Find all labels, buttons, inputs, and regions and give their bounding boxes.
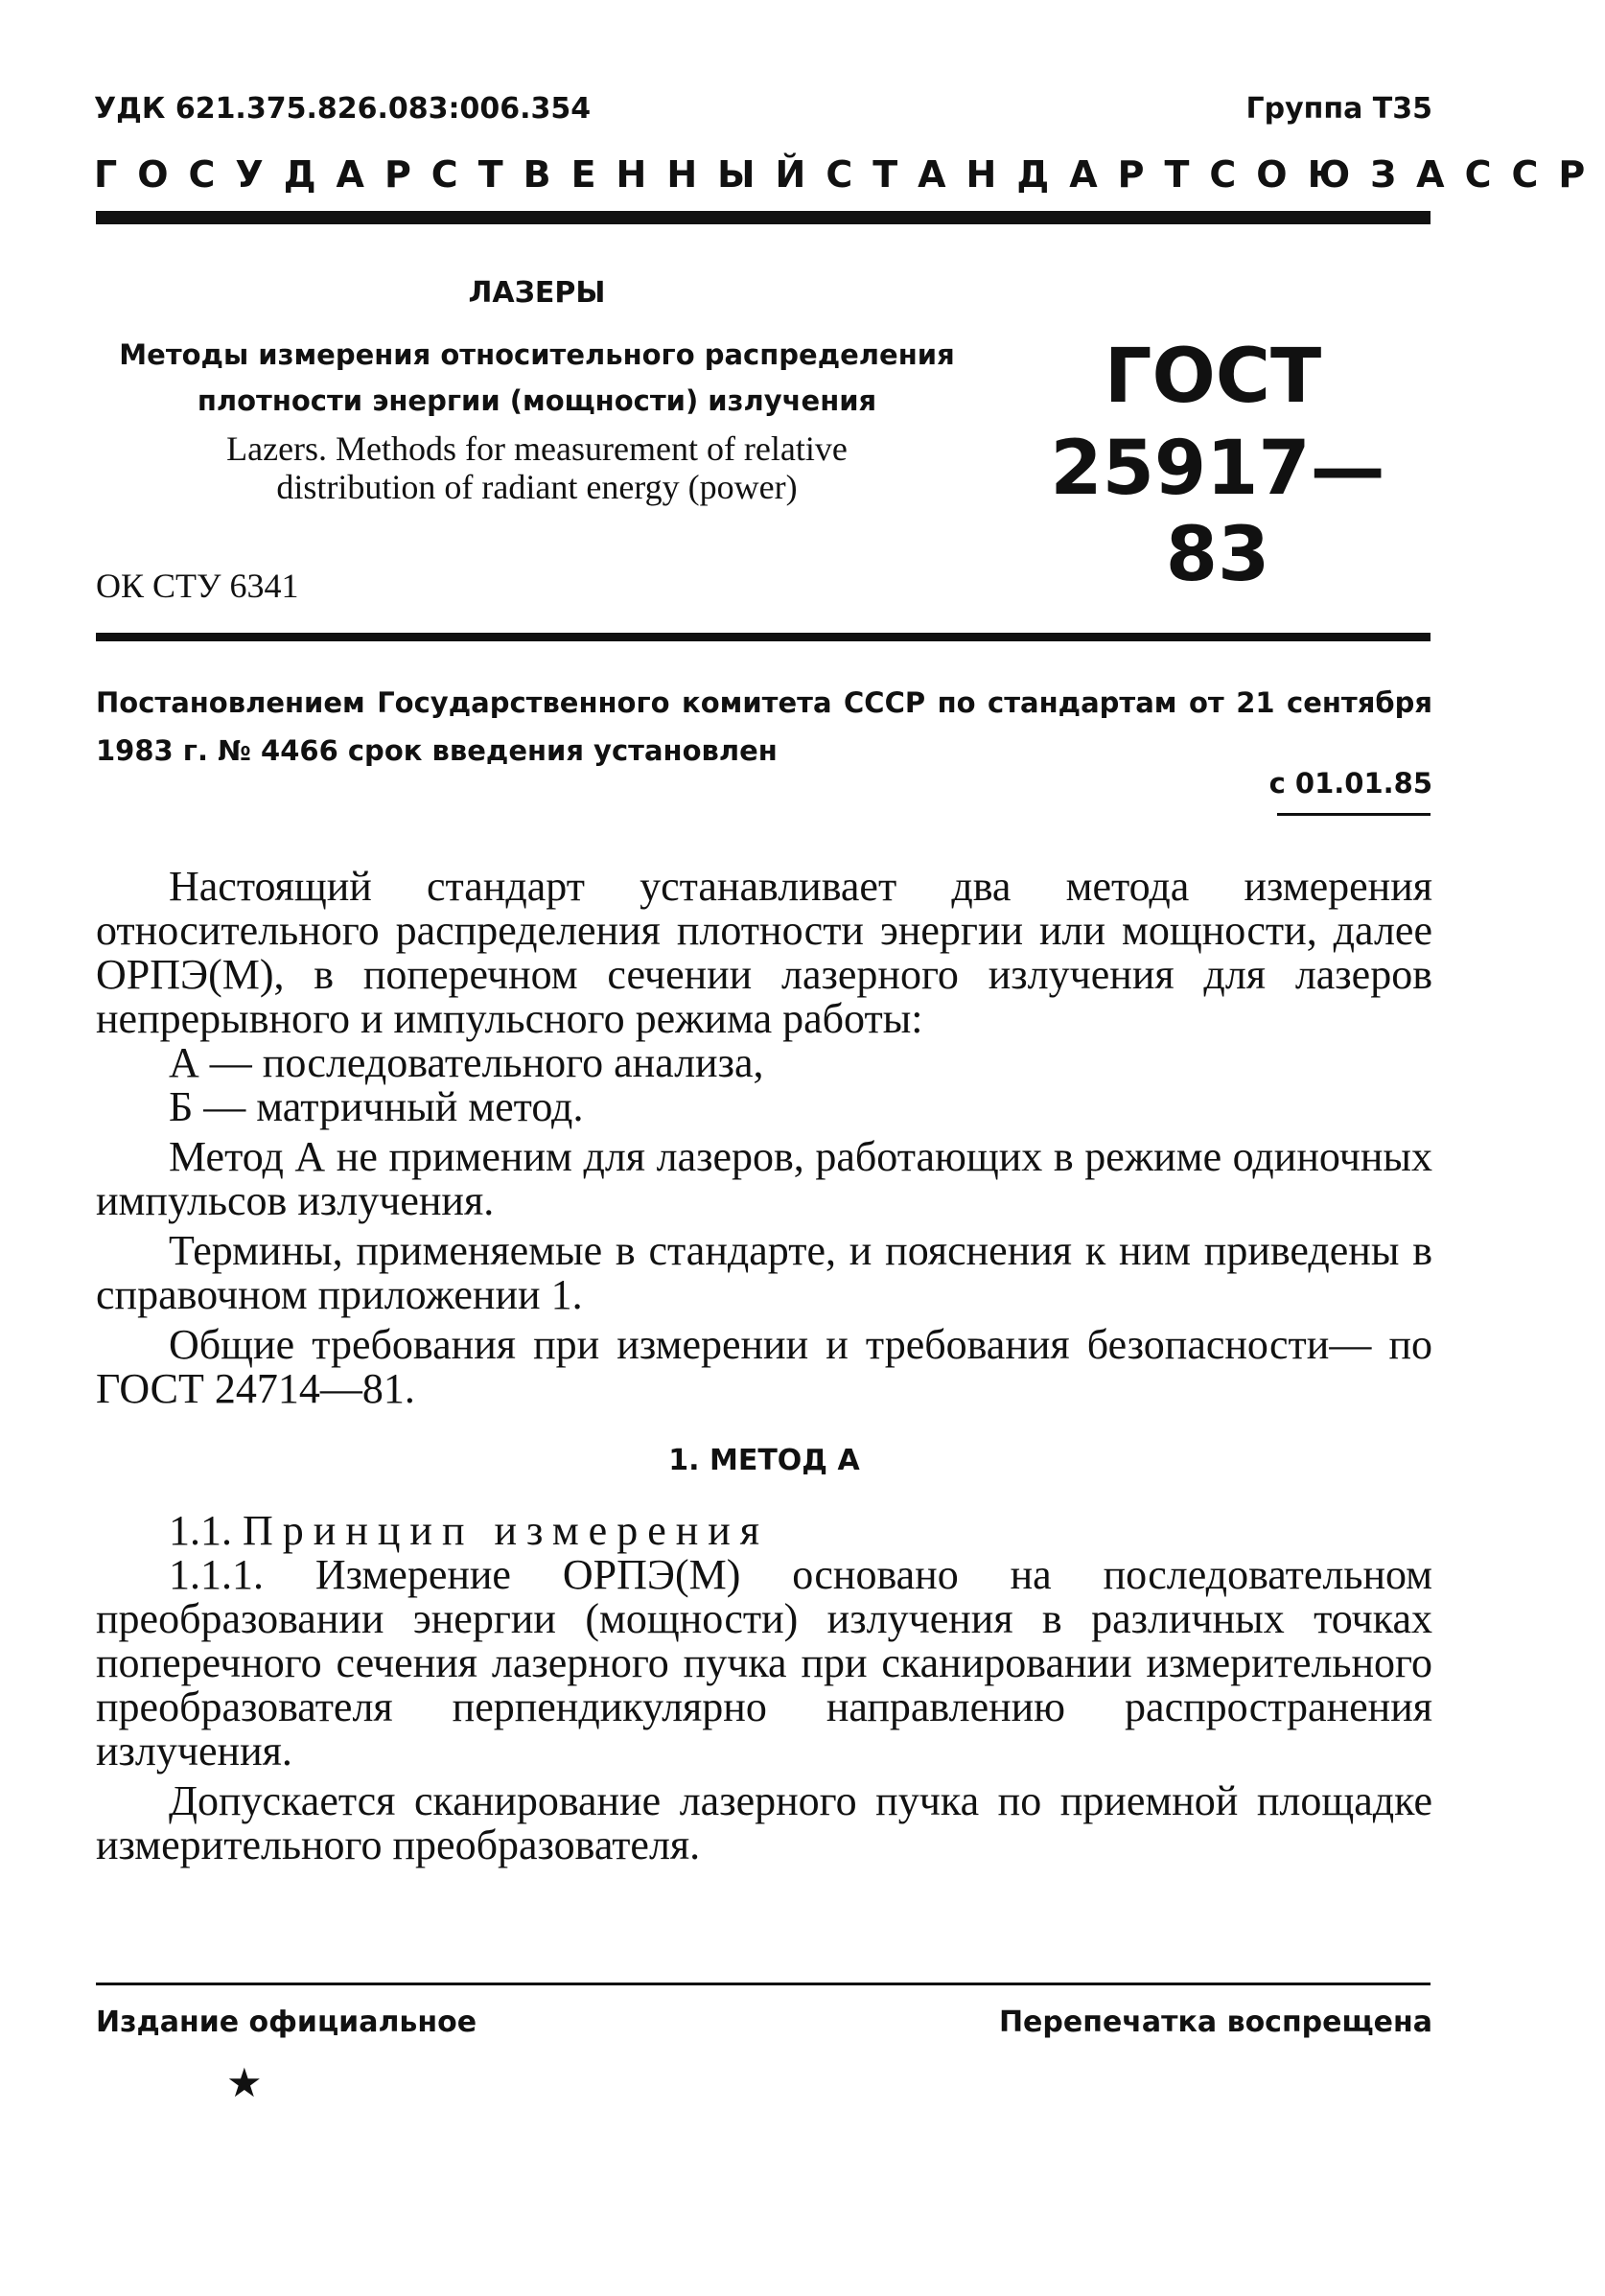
- section-heading: 1. МЕТОД А: [668, 1444, 860, 1477]
- decree-text: Постановлением Государственного комитета СССР по стандартам от 21 сентября 1983 г. № 4466 срок введения установлен: [96, 686, 1432, 767]
- intro-section: [96, 865, 1432, 1411]
- document-subtitle: [96, 332, 978, 424]
- state-standard-heading: [94, 153, 1605, 196]
- gost-label: ГОСТ: [1104, 334, 1322, 420]
- subsection-number: 1.1.: [169, 1507, 232, 1554]
- english-title-line: Lazers. Methods for measurement of relative: [226, 429, 848, 468]
- method-list-item: Б — матричный метод.: [169, 1083, 584, 1130]
- section-paragraph: 1.1.1. Измерение ОРПЭ(М) основано на последовательном преобразовании энергии (мощности) излучения в различных точках поперечного сечения лазерного пучка при сканировании измерительного преобразователя перпендикулярно направлению распространения излучения.: [96, 1551, 1432, 1774]
- subtitle-line: плотности энергии (мощности) излучения: [197, 384, 877, 417]
- effective-date-underline: [1277, 813, 1431, 816]
- effective-date: с 01.01.85: [1268, 767, 1432, 800]
- subtitle-line: Методы измерения относительного распределения: [119, 338, 955, 371]
- gost-number: 25917—83: [1050, 426, 1385, 598]
- method-list-item: А — последовательного анализа,: [169, 1039, 764, 1086]
- english-title-line: distribution of radiant energy (power): [276, 468, 798, 506]
- english-title: [96, 429, 978, 506]
- state-standard-word: ССР: [1464, 153, 1605, 196]
- official-edition-label: Издание официальное: [96, 2006, 477, 2039]
- state-standard-word: ГОСУДАРСТВЕННЫЙ: [94, 153, 826, 196]
- section-body: [96, 1509, 1432, 1867]
- footer-divider: [96, 1983, 1431, 1985]
- intro-paragraph: Настоящий стандарт устанавливает два метода измерения относительного распределения плотности энергии или мощности, далее ОРПЭ(М), в поперечном сечении лазерного излучения для лазеров непрерывного и импульсного режима работы:: [96, 863, 1432, 1042]
- ok-stu-code: ОК СТУ 6341: [96, 567, 299, 605]
- header-divider: [96, 211, 1431, 224]
- section-paragraph: Допускается сканирование лазерного пучка по приемной площадке измерительного преобразователя.: [96, 1777, 1432, 1868]
- state-standard-word: СТАНДАРТ: [826, 153, 1210, 196]
- intro-paragraph: Общие требования при измерении и требования безопасности— по ГОСТ 24714—81.: [96, 1321, 1432, 1412]
- reprint-prohibited-label: Перепечатка воспрещена: [998, 2006, 1432, 2039]
- subsection-title: Принцип измерения: [243, 1507, 770, 1554]
- intro-paragraph: Метод А не применим для лазеров, работающих в режиме одиночных импульсов излучения.: [96, 1133, 1432, 1224]
- state-standard-word: СОЮЗА: [1209, 153, 1465, 196]
- udk-code: УДК 621.375.826.083:006.354: [94, 92, 592, 126]
- group-code: Группа Т35: [1245, 92, 1432, 126]
- intro-paragraph: Термины, применяемые в стандарте, и пояснения к ним приведены в справочном приложении 1.: [96, 1227, 1432, 1318]
- star-icon: ★: [226, 2059, 263, 2106]
- document-title: ЛАЗЕРЫ: [468, 276, 606, 310]
- subsection-heading: [96, 1509, 1432, 1553]
- title-divider: [96, 633, 1431, 641]
